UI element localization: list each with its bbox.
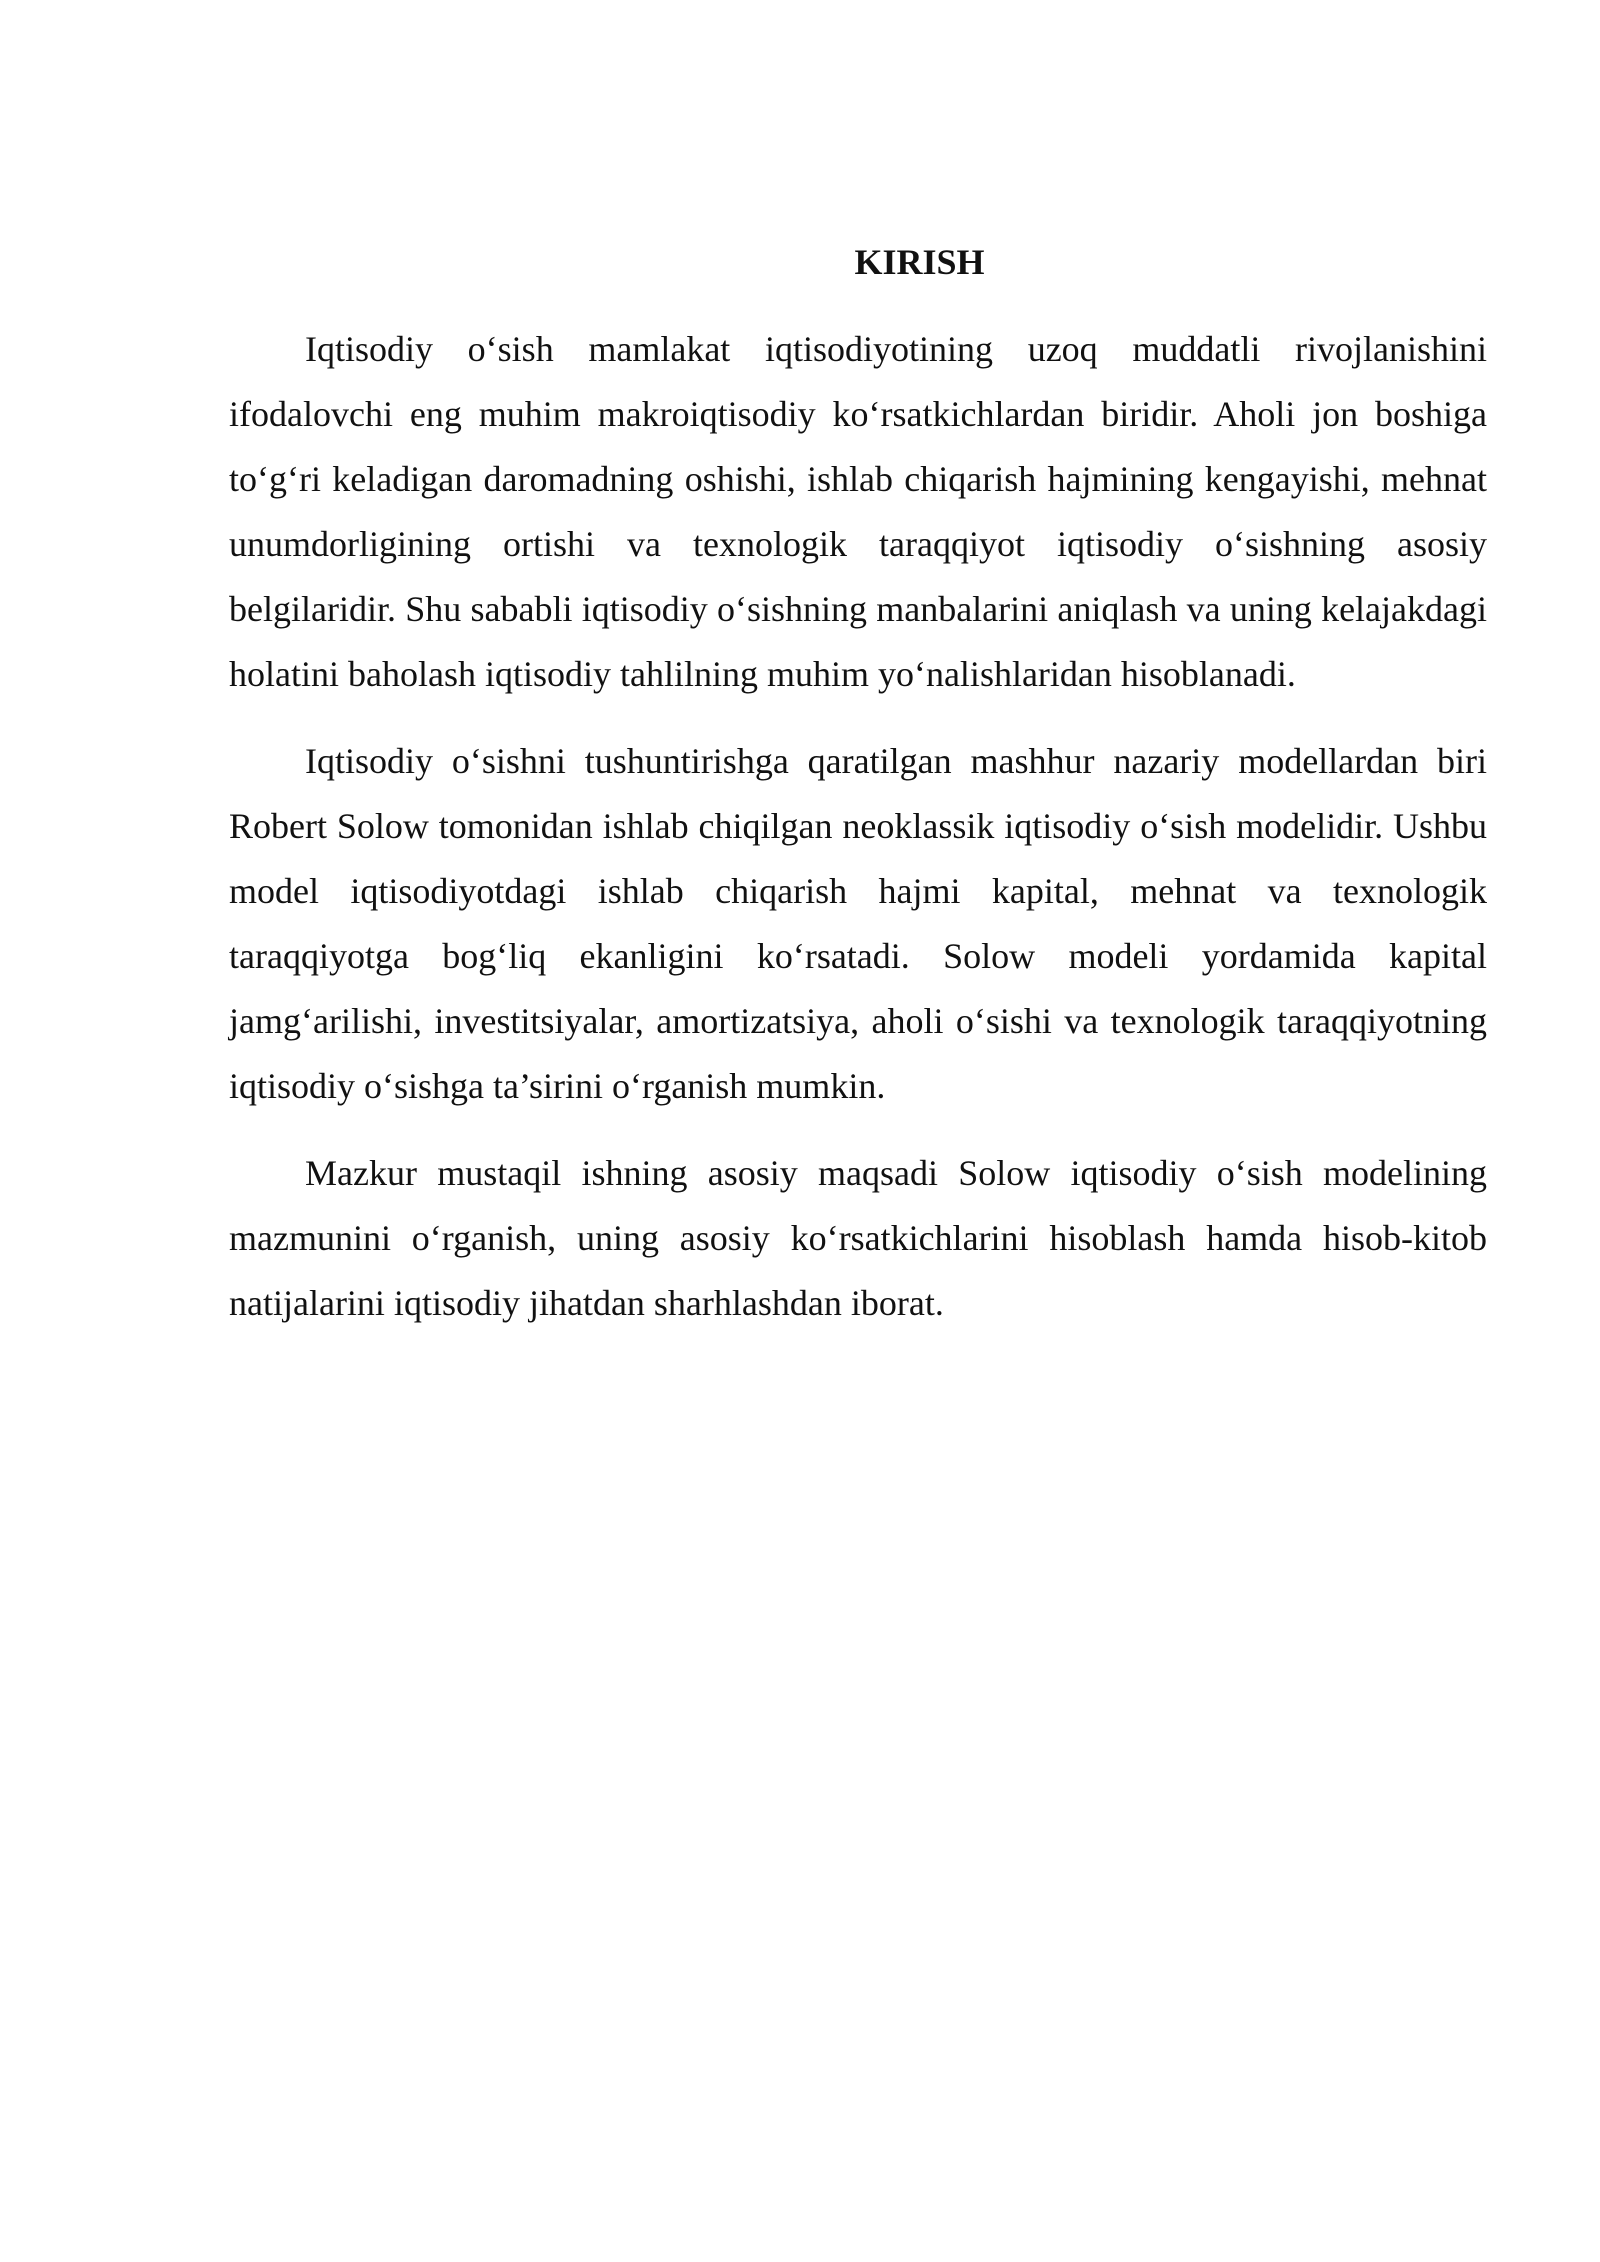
section-heading: KIRISH [854, 242, 985, 282]
paragraph-2: Iqtisodiy o‘sishni tushuntirishga qaratilgan mashhur nazariy modellardan biri Robert Solow tomonidan ishlab chiqilgan neoklassik iqtisodiy o‘sish modelidir. Ushbu model iqtisodiyotdagi ishlab chiqarish hajmi kapital, mehnat va texnologik taraqqiyotga bog‘liq ekanligini ko‘rsatadi. Solow modeli yordamida kapital jamg‘arilishi, investitsiyalar, amortizatsiya, aholi o‘sishi va texnologik taraqqiyotning iqtisodiy o‘sishga ta’sirini o‘rganish mumkin. [229, 741, 1487, 1106]
paragraph-3: Mazkur mustaqil ishning asosiy maqsadi Solow iqtisodiy o‘sish modelining mazmunini o‘rganish, uning asosiy ko‘rsatkichlarini hisoblash hamda hisob-kitob natijalarini iqtisodiy jihatdan sharhlashdan iborat. [229, 1153, 1487, 1323]
paragraph-1: Iqtisodiy o‘sish mamlakat iqtisodiyotining uzoq muddatli rivojlanishini ifodalovchi eng muhim makroiqtisodiy ko‘rsatkichlardan biridir. Aholi jon boshiga to‘g‘ri keladigan daromadning oshishi, ishlab chiqarish hajmining kengayishi, mehnat unumdorligining ortishi va texnologik taraqqiyot iqtisodiy o‘sishning asosiy belgilaridir. Shu sababli iqtisodiy o‘sishning manbalarini aniqlash va uning kelajakdagi holatini baholash iqtisodiy tahlilning muhim yo‘nalishlaridan hisoblanadi. [229, 329, 1487, 694]
document-body [229, 230, 1487, 1358]
